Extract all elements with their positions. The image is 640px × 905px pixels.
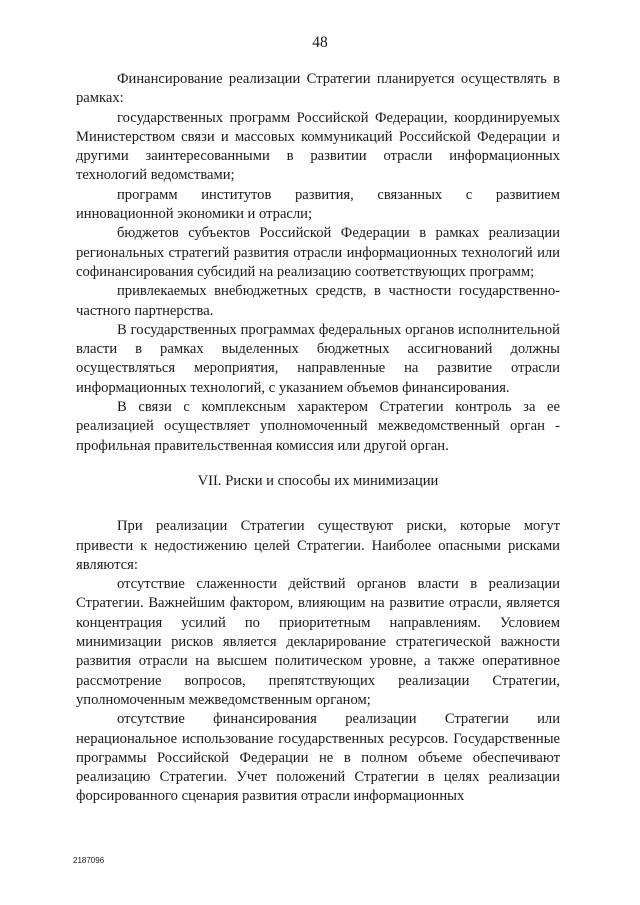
- paragraph-control-body: В связи с комплексным характером Стратегии контроль за ее реализацией осуществляет уполномоченный межведомственный орган - профильная правительственная комиссия или другой орган.: [76, 399, 560, 454]
- paragraph-risk-financing: отсутствие финансирования реализации Стратегии или нерациональное использование государственных ресурсов. Государственные программы Российской Федерации не в полном объеме обеспечивают реализацию Стратегии. Учет положений Стратегии в целях реализации форсированного сценария развития отрасли информационных: [76, 711, 560, 805]
- document-id: 2187096: [73, 856, 105, 865]
- paragraph-state-programs: государственных программ Российской Федерации, координируемых Министерством связи и массовых коммуникаций Российской Федерации и другими заинтересованными в развитии отрасли информационных технологий ведомствами;: [76, 109, 560, 184]
- paragraph-risk-coordination: отсутствие слаженности действий органов власти в реализации Стратегии. Важнейшим фактором, влияющим на развитие отрасли, является концентрация усилий по приоритетным направлениям. Условием минимизации рисков является декларирование стратегической важности развития отрасли на высшем политическом уровне, а также оперативное рассмотрение вопросов, препятствующих реализации Стратегии, уполномоченным межведомственным органом;: [76, 576, 560, 708]
- paragraph-development-institutes: программ институтов развития, связанных с развитием инновационной экономики и отрасли;: [76, 186, 560, 223]
- section-heading: VII. Риски и способы их минимизации: [197, 472, 439, 489]
- paragraph-regional-budgets: бюджетов субъектов Российской Федерации в рамках реализации региональных стратегий развития отрасли информационных технологий или софинансирования субсидий на реализацию соответствующих программ;: [76, 225, 560, 280]
- paragraph-extrabudgetary-funds: привлекаемых внебюджетных средств, в частности государственно-частного партнерства.: [76, 283, 560, 319]
- paragraph-financing-intro: Финансирование реализации Стратегии планируется осуществлять в рамках:: [76, 71, 560, 107]
- page-number: 48: [312, 34, 328, 51]
- document-body: [76, 70, 560, 807]
- paragraph-risks-intro: При реализации Стратегии существуют риски, которые могут привести к недостижению целей Стратегии. Наиболее опасными рисками являются:: [76, 518, 560, 573]
- paragraph-federal-programs: В государственных программах федеральных органов исполнительной власти в рамках выделенных бюджетных ассигнований должны осуществляться мероприятия, направленные на развитие отрасли информационных технологий, с указанием объемов финансирования.: [76, 321, 560, 396]
